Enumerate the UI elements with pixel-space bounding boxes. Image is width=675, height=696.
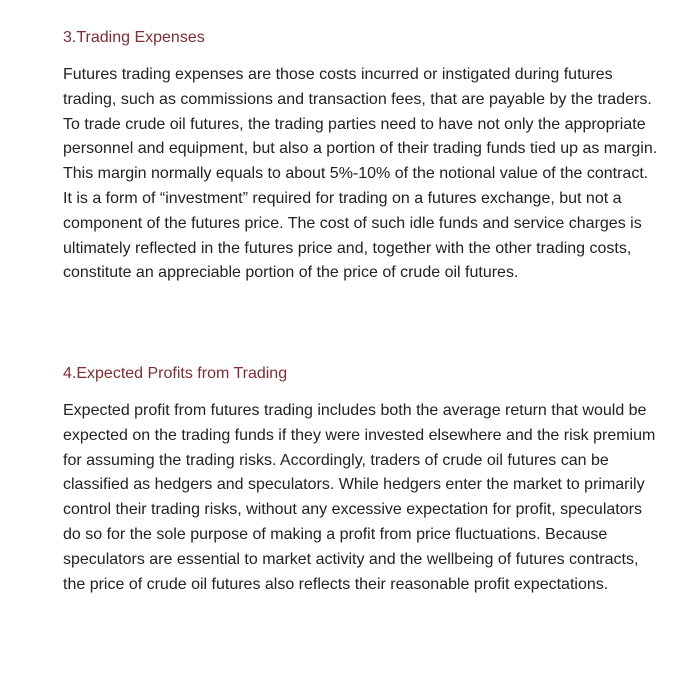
section-body-expected-profits: Expected profit from futures trading includes both the average return that would be expected on the trading funds if they were invested elsewhere and the risk premium for assuming the trading risks. Accordingly, traders of crude oil futures can be classified as hedgers and speculators. While hedgers enter the market to primarily control their trading risks, without any excessive expectation for profit, speculators do so for the sole purpose of making a profit from price fluctuations. Because speculators are essential to market activity and the wellbeing of futures contracts, the price of crude oil futures also reflects their reasonable profit expectations. [63,402,656,593]
section-heading-trading-expenses: 3.Trading Expenses [63,29,205,46]
section-body-trading-expenses: Futures trading expenses are those costs incurred or instigated during futures trading, such as commissions and transaction fees, that are payable by the traders. To trade crude oil futures, the trading parties need to have not only the appropriate personnel and equipment, but also a portion of their trading funds tied up as margin. This margin normally equals to about 5%-10% of the notional value of the contract. It is a form of “investment” required for trading on a futures exchange, but not a component of the futures price. The cost of such idle funds and service charges is ultimately reflected in the futures price and, together with the other trading costs, constitute an appreciable portion of the price of crude oil futures. [63,66,658,282]
section-heading-expected-profits: 4.Expected Profits from Trading [63,365,288,382]
